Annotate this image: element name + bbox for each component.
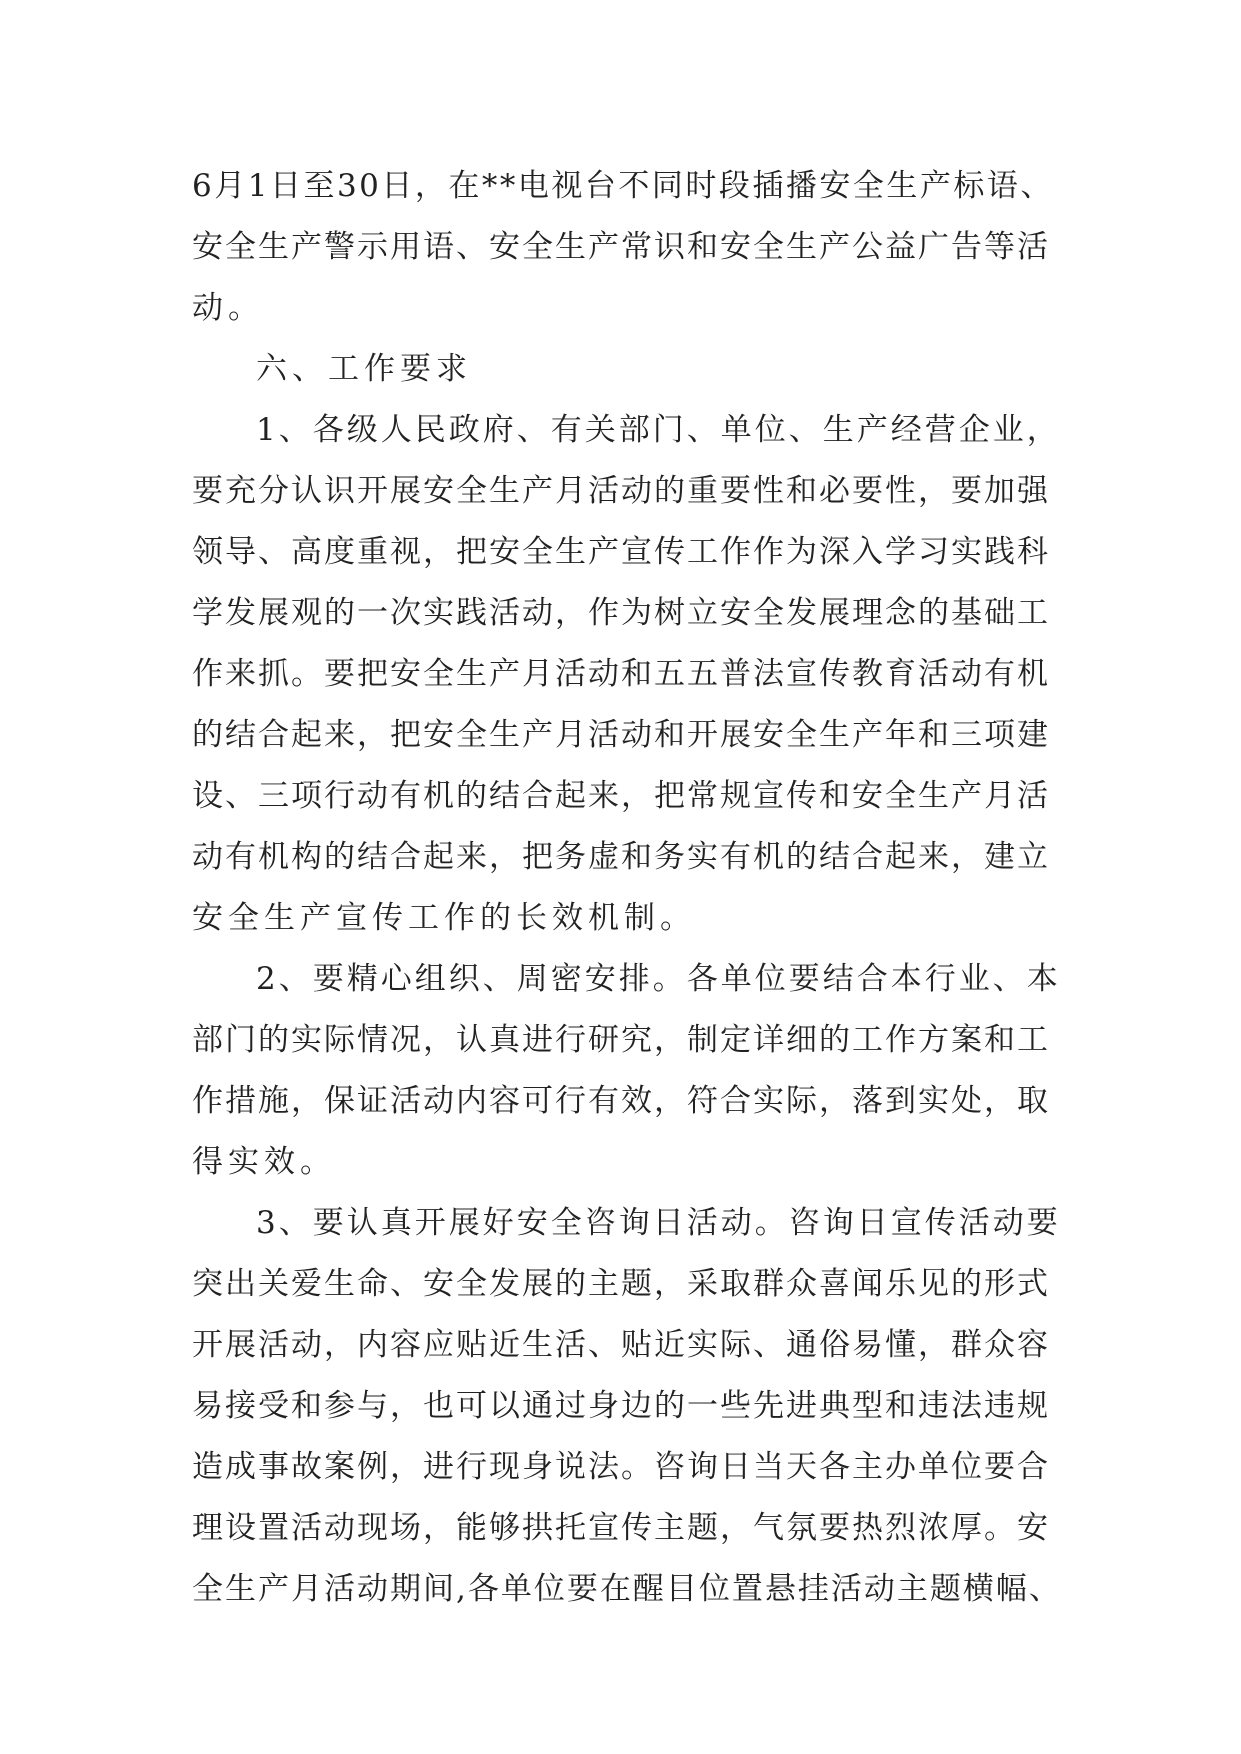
text-line: 1、各级人民政府、有关部门、单位、生产经营企业， (256, 412, 1061, 448)
text-line: 设、三项行动有机的结合起来，把常规宣传和安全生产月活 (192, 778, 1050, 814)
text-line: 六、工作要求 (256, 351, 472, 387)
text-line: 的结合起来，把安全生产月活动和开展安全生产年和三项建 (192, 717, 1050, 753)
text-line: 安全生产宣传工作的长效机制。 (192, 900, 696, 936)
text-line: 作措施，保证活动内容可行有效，符合实际，落到实处，取 (192, 1083, 1050, 1119)
text-line: 全生产月活动期间,各单位要在醒目位置悬挂活动主题横幅、 (192, 1571, 1062, 1607)
document-body (192, 156, 1062, 1620)
text-line: 易接受和参与，也可以通过身边的一些先进典型和违法违规 (192, 1388, 1050, 1424)
text-line: 部门的实际情况，认真进行研究，制定详细的工作方案和工 (192, 1022, 1050, 1058)
text-line: 3、要认真开展好安全咨询日活动。咨询日宣传活动要 (256, 1205, 1061, 1241)
text-line: 6月1日至30日，在**电视台不同时段插播安全生产标语、 (192, 168, 1054, 204)
text-line: 得实效。 (192, 1144, 336, 1180)
text-line: 安全生产警示用语、安全生产常识和安全生产公益广告等活 (192, 229, 1050, 265)
text-line: 动。 (192, 290, 264, 326)
text-line: 要充分认识开展安全生产月活动的重要性和必要性，要加强 (192, 473, 1050, 509)
text-line: 突出关爱生命、安全发展的主题，采取群众喜闻乐见的形式 (192, 1266, 1050, 1302)
text-line: 2、要精心组织、周密安排。各单位要结合本行业、本 (256, 961, 1061, 997)
text-line: 开展活动，内容应贴近生活、贴近实际、通俗易懂，群众容 (192, 1327, 1050, 1363)
text-line: 学发展观的一次实践活动，作为树立安全发展理念的基础工 (192, 595, 1050, 631)
text-line: 作来抓。要把安全生产月活动和五五普法宣传教育活动有机 (192, 656, 1050, 692)
text-line: 领导、高度重视，把安全生产宣传工作作为深入学习实践科 (192, 534, 1050, 570)
text-line: 理设置活动现场，能够拱托宣传主题，气氛要热烈浓厚。安 (192, 1510, 1050, 1546)
text-line: 造成事故案例，进行现身说法。咨询日当天各主办单位要合 (192, 1449, 1050, 1485)
text-line: 动有机构的结合起来，把务虚和务实有机的结合起来，建立 (192, 839, 1050, 875)
